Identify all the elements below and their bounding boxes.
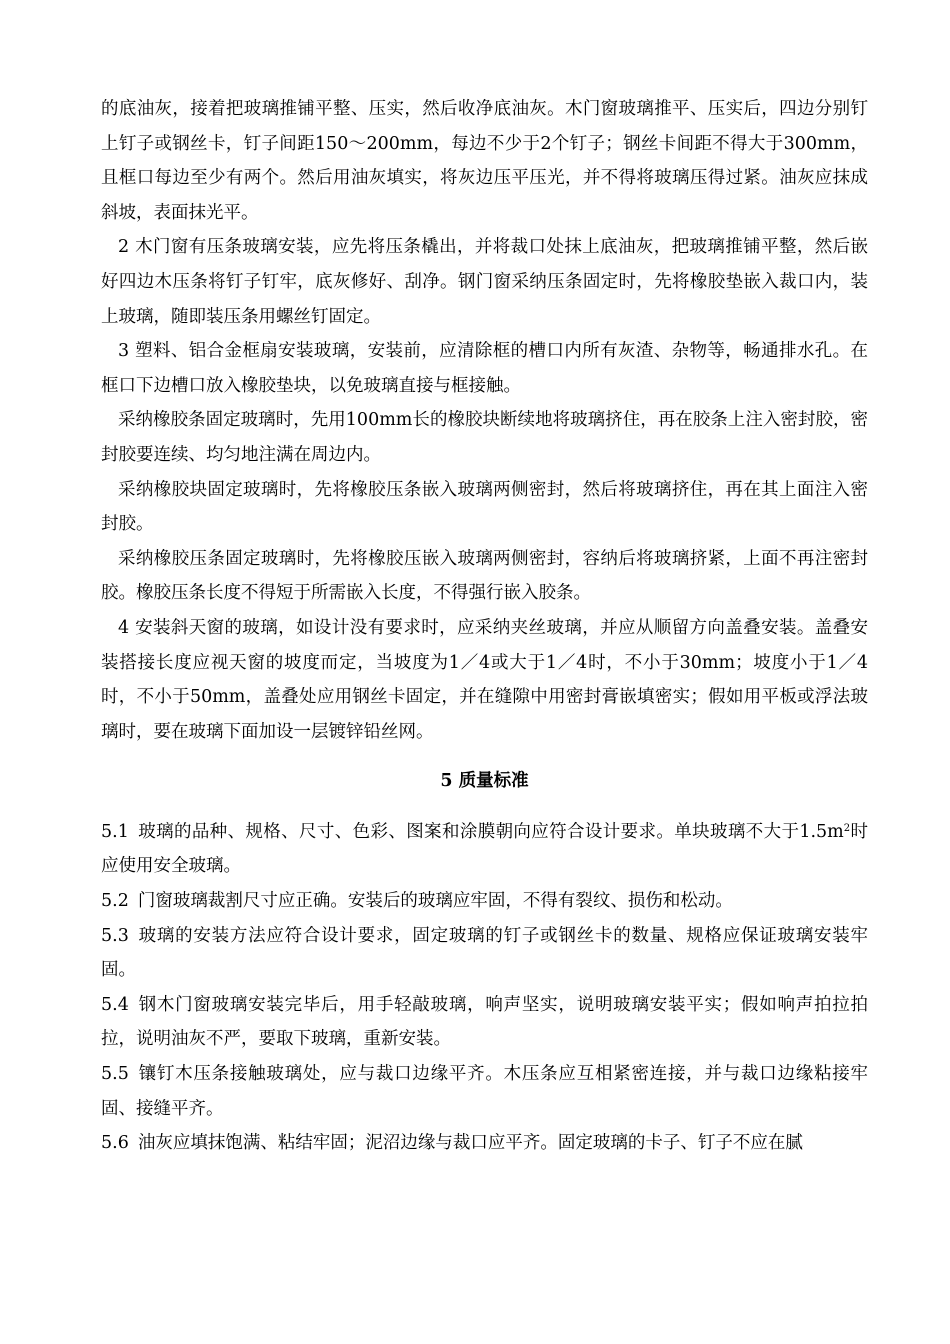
clause-number: 5.4 (101, 994, 129, 1015)
clause-number: 5.6 (101, 1133, 129, 1154)
paragraph-rubber-bead: 采纳橡胶压条固定玻璃时，先将橡胶压嵌入玻璃两侧密封，容纳后将玻璃挤紧，上面不再注密封胶。橡胶压条长度不得短于所需嵌入长度，不得强行嵌入胶条。 (101, 548, 868, 604)
clause-text: 门窗玻璃裁割尺寸应正确。安装后的玻璃应牢固，不得有裂纹、损伤和松动。 (137, 891, 733, 912)
clause-text: 玻璃的品种、规格、尺寸、色彩、图案和涂膜朝向应符合设计要求。单块玻璃不大于1.5m (137, 821, 844, 842)
clause-text: 钢木门窗玻璃安装完毕后，用手轻敲玻璃，响声坚实，说明玻璃安装平实；假如响声拍拉拍拉，说明油灰不严，要取下玻璃，重新安装。 (101, 994, 868, 1050)
clause-5-3 (101, 919, 868, 988)
paragraph-rubber-strip: 采纳橡胶条固定玻璃时，先用100mm长的橡胶块断续地将玻璃挤住，再在胶条上注入密封胶，密封胶要连续、均匀地注满在周边内。 (101, 410, 868, 465)
clause-5-4 (101, 988, 868, 1057)
paragraph-rubber-block: 采纳橡胶块固定玻璃时，先将橡胶压条嵌入玻璃两侧密封，然后将玻璃挤住，再在其上面注入密封胶。 (101, 479, 868, 535)
clause-5-1 (101, 815, 868, 884)
clause-text: 镶钉木压条接触玻璃处，应与裁口边缘平齐。木压条应互相紧密连接，并与裁口边缘粘接牢固、接缝平齐。 (101, 1064, 868, 1119)
paragraph-glazing-putty: 的底油灰，接着把玻璃推铺平整、压实，然后收净底油灰。木门窗玻璃推平、压实后，四边分别钉上钉子或钢丝卡，钉子间距150～200mm，每边不少于2个钉子；钢丝卡间距不得大于300mm，且框口每边至少有两个。然后用油灰填实，将灰边压平压光，并不得将玻璃压得过紧。油灰应抹成斜坡，表面抹光平。 (101, 99, 868, 223)
clause-number: 5.2 (101, 891, 129, 912)
clause-text: 玻璃的安装方法应符合设计要求，固定玻璃的钉子或钢丝卡的数量、规格应保证玻璃安装牢固。 (101, 925, 868, 981)
clause-number: 5.1 (101, 821, 129, 842)
paragraph-item-4: 4 安装斜天窗的玻璃，如设计没有要求时，应采纳夹丝玻璃，并应从顺留方向盖叠安装。盖叠安装搭接长度应视天窗的坡度而定，当坡度为1／4或大于1／4时，不小于30mm；坡度小于1／4时，不小于50mm，盖叠处应用钢丝卡固定，并在缝隙中用密封膏嵌填密实；假如用平板或浮法玻璃时，要在玻璃下面加设一层镀锌铅丝网。 (101, 617, 868, 742)
paragraph-item-2: 2 木门窗有压条玻璃安装，应先将压条橇出，并将裁口处抹上底油灰，把玻璃推铺平整，然后嵌好四边木压条将钉子钉牢，底灰修好、刮净。钢门窗采纳压条固定时，先将橡胶垫嵌入裁口内，装上玻璃，随即装压条用螺丝钉固定。 (101, 237, 868, 327)
clause-text: 油灰应填抹饱满、粘结牢固；泥沼边缘与裁口应平齐。固定玻璃的卡子、钉子不应在腻 (137, 1133, 803, 1154)
superscript: 2 (843, 822, 851, 834)
clause-5-5 (101, 1057, 868, 1126)
clause-number: 5.5 (101, 1064, 129, 1085)
clause-text: 时应使用安全玻璃。 (101, 821, 868, 877)
clause-5-2 (101, 884, 868, 919)
clause-number: 5.3 (101, 925, 129, 946)
paragraph-item-3: 3 塑料、铝合金框扇安装玻璃，安装前，应清除框的槽口内所有灰渣、杂物等，畅通排水孔。在框口下边槽口放入橡胶垫块，以免玻璃直接与框接触。 (101, 341, 868, 396)
document-page (101, 92, 868, 1161)
clause-5-6 (101, 1126, 868, 1161)
section-heading: 5 质量标准 (440, 771, 529, 792)
